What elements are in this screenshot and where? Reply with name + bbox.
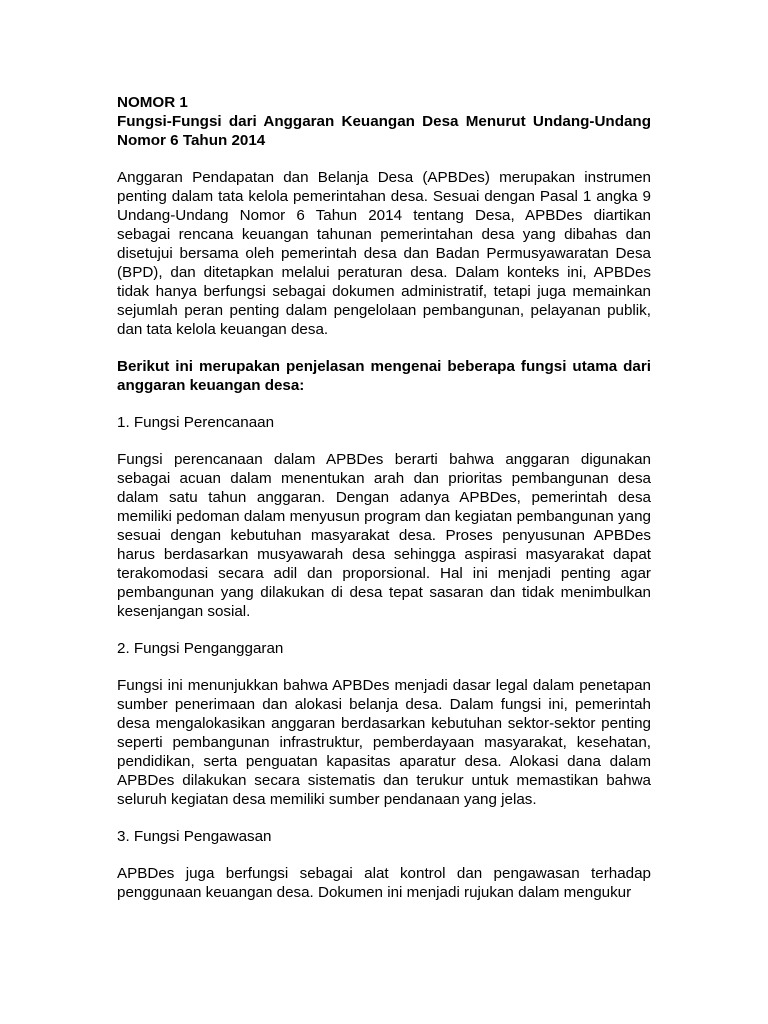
document-number: NOMOR 1 — [117, 94, 188, 111]
section-heading: 3. Fungsi Pengawasan — [117, 828, 272, 845]
document-page — [117, 93, 651, 902]
section-body: Fungsi ini menunjukkan bahwa APBDes menjadi dasar legal dalam penetapan sumber penerimaan dan alokasi belanja desa. Dalam fungsi ini, pemerintah desa mengalokasikan anggaran berdasarkan kebutuhan sektor-sektor penting seperti pembangunan infrastruktur, pemberdayaan masyarakat, kesehatan, pendidikan, serta penguatan kapasitas aparatur desa. Alokasi dana dalam APBDes dilakukan secara sistematis dan terukur untuk memastikan bahwa seluruh kegiatan desa memiliki sumber pendanaan yang jelas. — [117, 677, 651, 808]
lead-in-paragraph: Berikut ini merupakan penjelasan mengenai beberapa fungsi utama dari anggaran keuangan desa: — [117, 358, 651, 394]
section-heading: 2. Fungsi Penganggaran — [117, 640, 284, 657]
section-body: Fungsi perencanaan dalam APBDes berarti bahwa anggaran digunakan sebagai acuan dalam menentukan arah dan prioritas pembangunan desa dalam satu tahun anggaran. Dengan adanya APBDes, pemerintah desa memiliki pedoman dalam menyusun program dan kegiatan pembangunan yang sesuai dengan kebutuhan masyarakat desa. Proses penyusunan APBDes harus berdasarkan musyawarah desa sehingga aspirasi masyarakat dapat terakomodasi secara adil dan proporsional. Hal ini menjadi penting agar pembangunan yang dilakukan di desa tepat sasaran dan tidak menimbulkan kesenjangan sosial. — [117, 451, 651, 620]
intro-paragraph: Anggaran Pendapatan dan Belanja Desa (APBDes) merupakan instrumen penting dalam tata kelola pemerintahan desa. Sesuai dengan Pasal 1 angka 9 Undang-Undang Nomor 6 Tahun 2014 tentang Desa, APBDes diartikan sebagai rencana keuangan tahunan pemerintahan desa yang dibahas dan disetujui bersama oleh pemerintah desa dan Badan Permusyawaratan Desa (BPD), dan ditetapkan melalui peraturan desa. Dalam konteks ini, APBDes tidak hanya berfungsi sebagai dokumen administratif, tetapi juga memainkan sejumlah peran penting dalam pengelolaan pembangunan, pelayanan publik, dan tata kelola keuangan desa. — [117, 169, 651, 338]
section-heading: 1. Fungsi Perencanaan — [117, 414, 275, 431]
document-title: Fungsi-Fungsi dari Anggaran Keuangan Desa Menurut Undang-Undang Nomor 6 Tahun 2014 — [117, 113, 651, 149]
section-body: APBDes juga berfungsi sebagai alat kontrol dan pengawasan terhadap penggunaan keuangan desa. Dokumen ini menjadi rujukan dalam mengukur — [117, 865, 651, 901]
